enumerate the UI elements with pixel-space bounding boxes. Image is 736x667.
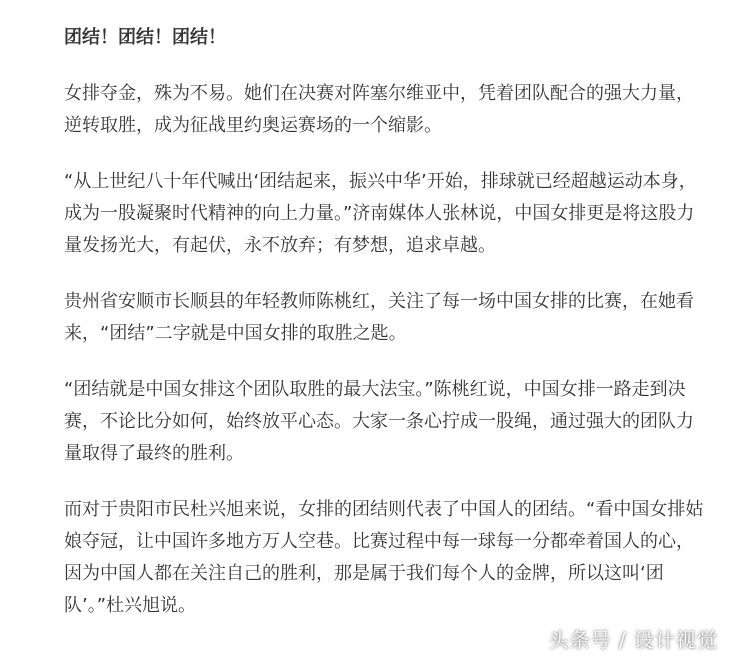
watermark	[549, 624, 718, 653]
paragraph-4: “团结就是中国女排这个团队取胜的最大法宝。”陈桃红说，中国女排一路走到决赛，不论比分如何，始终放平心态。大家一条心拧成一股绳，通过强大的团队力量取得了最终的胜利。	[64, 379, 694, 464]
watermark-text: 头条号 / 设计视觉	[548, 628, 718, 652]
paragraph-2: “从上世纪八十年代喊出‘团结起来，振兴中华’开始，排球就已经超越运动本身，成为一股凝聚时代精神的向上力量。”济南媒体人张林说，中国女排更是将这股力量发扬光大，有起伏，永不放弃；有梦想，追求卓越。	[64, 171, 697, 256]
article-heading: 团结！团结！团结！	[64, 27, 226, 48]
paragraph-5: 而对于贵阳市民杜兴旭来说，女排的团结则代表了中国人的团结。“看中国女排姑娘夺冠，让中国许多地方万人空巷。比赛过程中每一球每一分都牵着国人的心，因为中国人都在关注自己的胜利，那是属于我们每个人的金牌，所以这叫‘团队’。”杜兴旭说。	[64, 499, 704, 616]
article	[64, 22, 704, 646]
paragraph-1: 女排夺金，殊为不易。她们在决赛对阵塞尔维亚中，凭着团队配合的强大力量，逆转取胜，成为征战里约奥运赛场的一个缩影。	[64, 83, 694, 136]
paragraph-3: 贵州省安顺市长顺县的年轻教师陈桃红，关注了每一场中国女排的比赛，在她看来，“团结”二字就是中国女排的取胜之匙。	[64, 291, 694, 344]
